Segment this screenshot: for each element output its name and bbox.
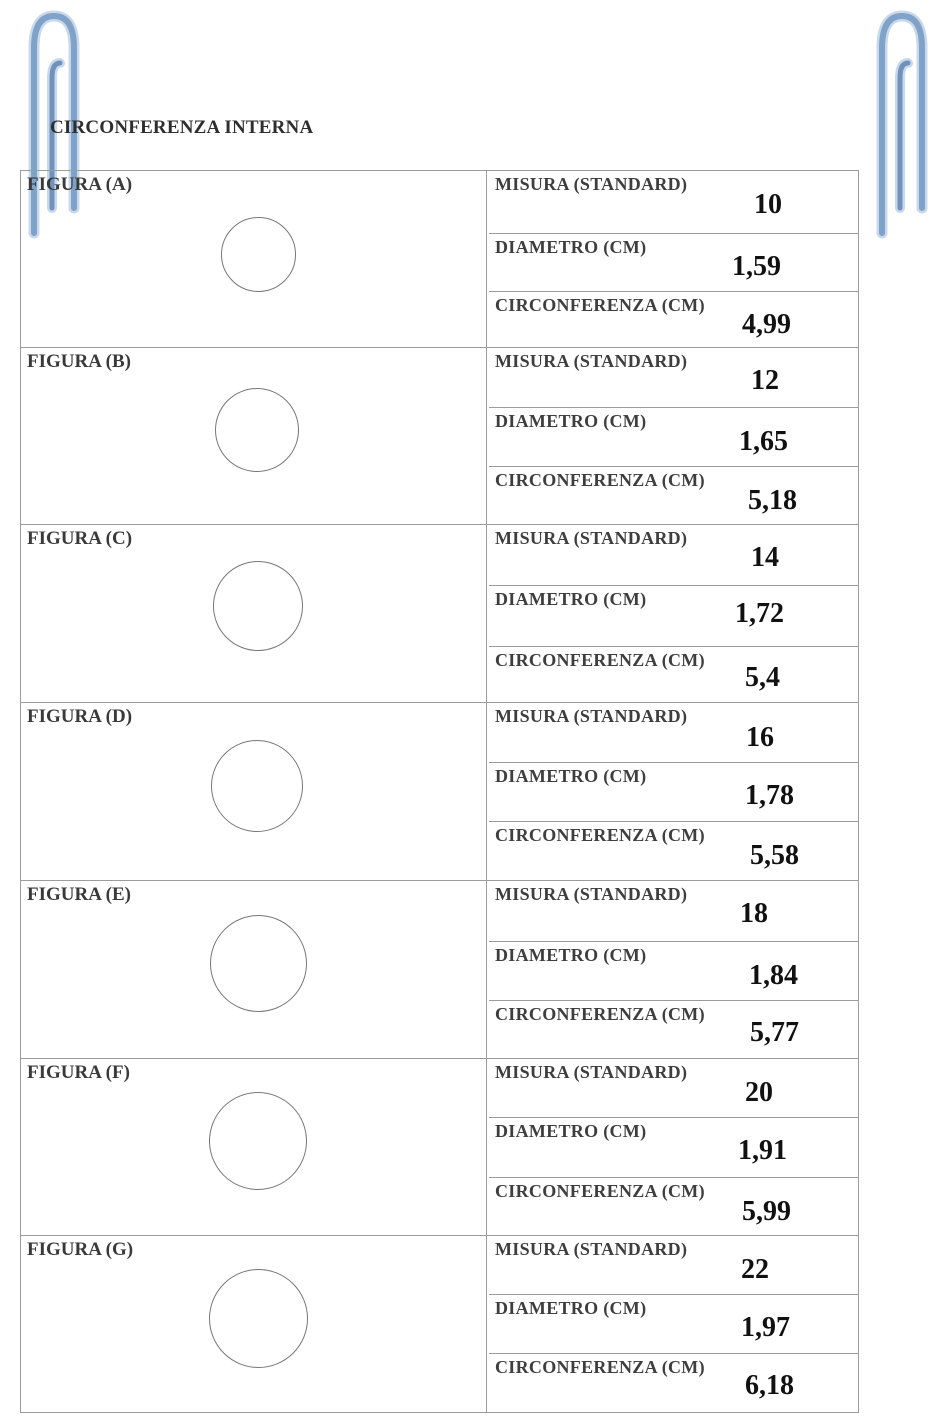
circumference-cell	[489, 292, 858, 348]
ring-circle	[221, 217, 296, 292]
figure-row	[21, 881, 858, 1059]
circumference-label: CIRCONFERENZA (CM)	[495, 295, 705, 315]
figure-cell	[21, 525, 487, 702]
size-cell	[489, 881, 858, 942]
circumference-label: CIRCONFERENZA (CM)	[495, 650, 705, 670]
figure-label: FIGURA (B)	[27, 351, 131, 372]
ring-circle	[209, 1092, 307, 1190]
size-label: MISURA (STANDARD)	[495, 1062, 688, 1082]
circumference-label: CIRCONFERENZA (CM)	[495, 825, 705, 845]
ring-circle	[213, 561, 303, 651]
size-value: 10	[754, 189, 782, 220]
size-label: MISURA (STANDARD)	[495, 706, 688, 726]
size-value: 22	[741, 1254, 769, 1285]
circumference-value: 4,99	[742, 309, 791, 340]
size-cell	[489, 171, 858, 234]
circumference-value: 5,58	[750, 840, 799, 871]
diameter-label: DIAMETRO (CM)	[495, 1298, 647, 1318]
size-value: 20	[745, 1077, 773, 1108]
diameter-value: 1,65	[739, 426, 788, 457]
circumference-value: 5,99	[742, 1196, 791, 1227]
ring-circle	[211, 740, 303, 832]
diameter-label: DIAMETRO (CM)	[495, 237, 647, 257]
figure-cell	[21, 348, 487, 524]
size-label: MISURA (STANDARD)	[495, 528, 688, 548]
diameter-cell	[489, 942, 858, 1001]
circumference-value: 6,18	[745, 1370, 794, 1401]
figure-label: FIGURA (A)	[27, 174, 133, 195]
circumference-value: 5,4	[745, 662, 780, 693]
figure-row	[21, 703, 858, 881]
circumference-cell	[489, 467, 858, 525]
figure-cell	[21, 703, 487, 880]
circumference-label: CIRCONFERENZA (CM)	[495, 1004, 705, 1024]
circumference-label: CIRCONFERENZA (CM)	[495, 1181, 705, 1201]
circumference-cell	[489, 647, 858, 703]
figure-row	[21, 171, 858, 348]
circumference-cell	[489, 1178, 858, 1236]
diameter-cell	[489, 586, 858, 647]
figure-row	[21, 348, 858, 525]
diameter-value: 1,72	[735, 598, 784, 629]
document-title: CIRCONFERENZA INTERNA	[50, 117, 314, 138]
size-value: 12	[751, 365, 779, 396]
paperclip-right-icon	[868, 8, 928, 243]
circumference-label: CIRCONFERENZA (CM)	[495, 1357, 705, 1377]
circumference-cell	[489, 1001, 858, 1059]
diameter-label: DIAMETRO (CM)	[495, 945, 647, 965]
figure-row	[21, 525, 858, 703]
size-label: MISURA (STANDARD)	[495, 1239, 688, 1259]
circumference-cell	[489, 822, 858, 881]
diameter-value: 1,97	[741, 1312, 790, 1343]
figure-cell	[21, 1059, 487, 1235]
diameter-cell	[489, 234, 858, 292]
diameter-label: DIAMETRO (CM)	[495, 589, 647, 609]
figure-label: FIGURA (C)	[27, 528, 133, 549]
size-cell	[489, 1236, 858, 1295]
diameter-value: 1,84	[749, 960, 798, 991]
diameter-cell	[489, 1295, 858, 1354]
size-value: 14	[751, 542, 779, 573]
ring-size-table	[20, 170, 859, 1413]
size-cell	[489, 348, 858, 408]
size-cell	[489, 703, 858, 763]
circumference-label: CIRCONFERENZA (CM)	[495, 470, 705, 490]
size-cell	[489, 1059, 858, 1118]
diameter-cell	[489, 763, 858, 822]
figure-row	[21, 1236, 858, 1412]
diameter-label: DIAMETRO (CM)	[495, 1121, 647, 1141]
size-cell	[489, 525, 858, 586]
size-label: MISURA (STANDARD)	[495, 351, 688, 371]
figure-label: FIGURA (E)	[27, 884, 131, 905]
circumference-cell	[489, 1354, 858, 1412]
diameter-label: DIAMETRO (CM)	[495, 411, 647, 431]
ring-circle	[210, 915, 307, 1012]
diameter-value: 1,78	[745, 780, 794, 811]
diameter-value: 1,91	[738, 1135, 787, 1166]
diameter-cell	[489, 408, 858, 467]
size-value: 16	[746, 722, 774, 753]
figure-label: FIGURA (F)	[27, 1062, 130, 1083]
diameter-value: 1,59	[732, 251, 781, 282]
circumference-value: 5,18	[748, 485, 797, 516]
size-value: 18	[740, 898, 768, 929]
figure-cell	[21, 1236, 487, 1412]
size-label: MISURA (STANDARD)	[495, 884, 688, 904]
diameter-cell	[489, 1118, 858, 1178]
ring-circle	[209, 1269, 308, 1368]
figure-row	[21, 1059, 858, 1236]
circumference-value: 5,77	[750, 1017, 799, 1048]
figure-cell	[21, 171, 487, 347]
size-label: MISURA (STANDARD)	[495, 174, 688, 194]
figure-label: FIGURA (G)	[27, 1239, 134, 1260]
ring-circle	[215, 388, 299, 472]
figure-label: FIGURA (D)	[27, 706, 133, 727]
figure-cell	[21, 881, 487, 1058]
diameter-label: DIAMETRO (CM)	[495, 766, 647, 786]
